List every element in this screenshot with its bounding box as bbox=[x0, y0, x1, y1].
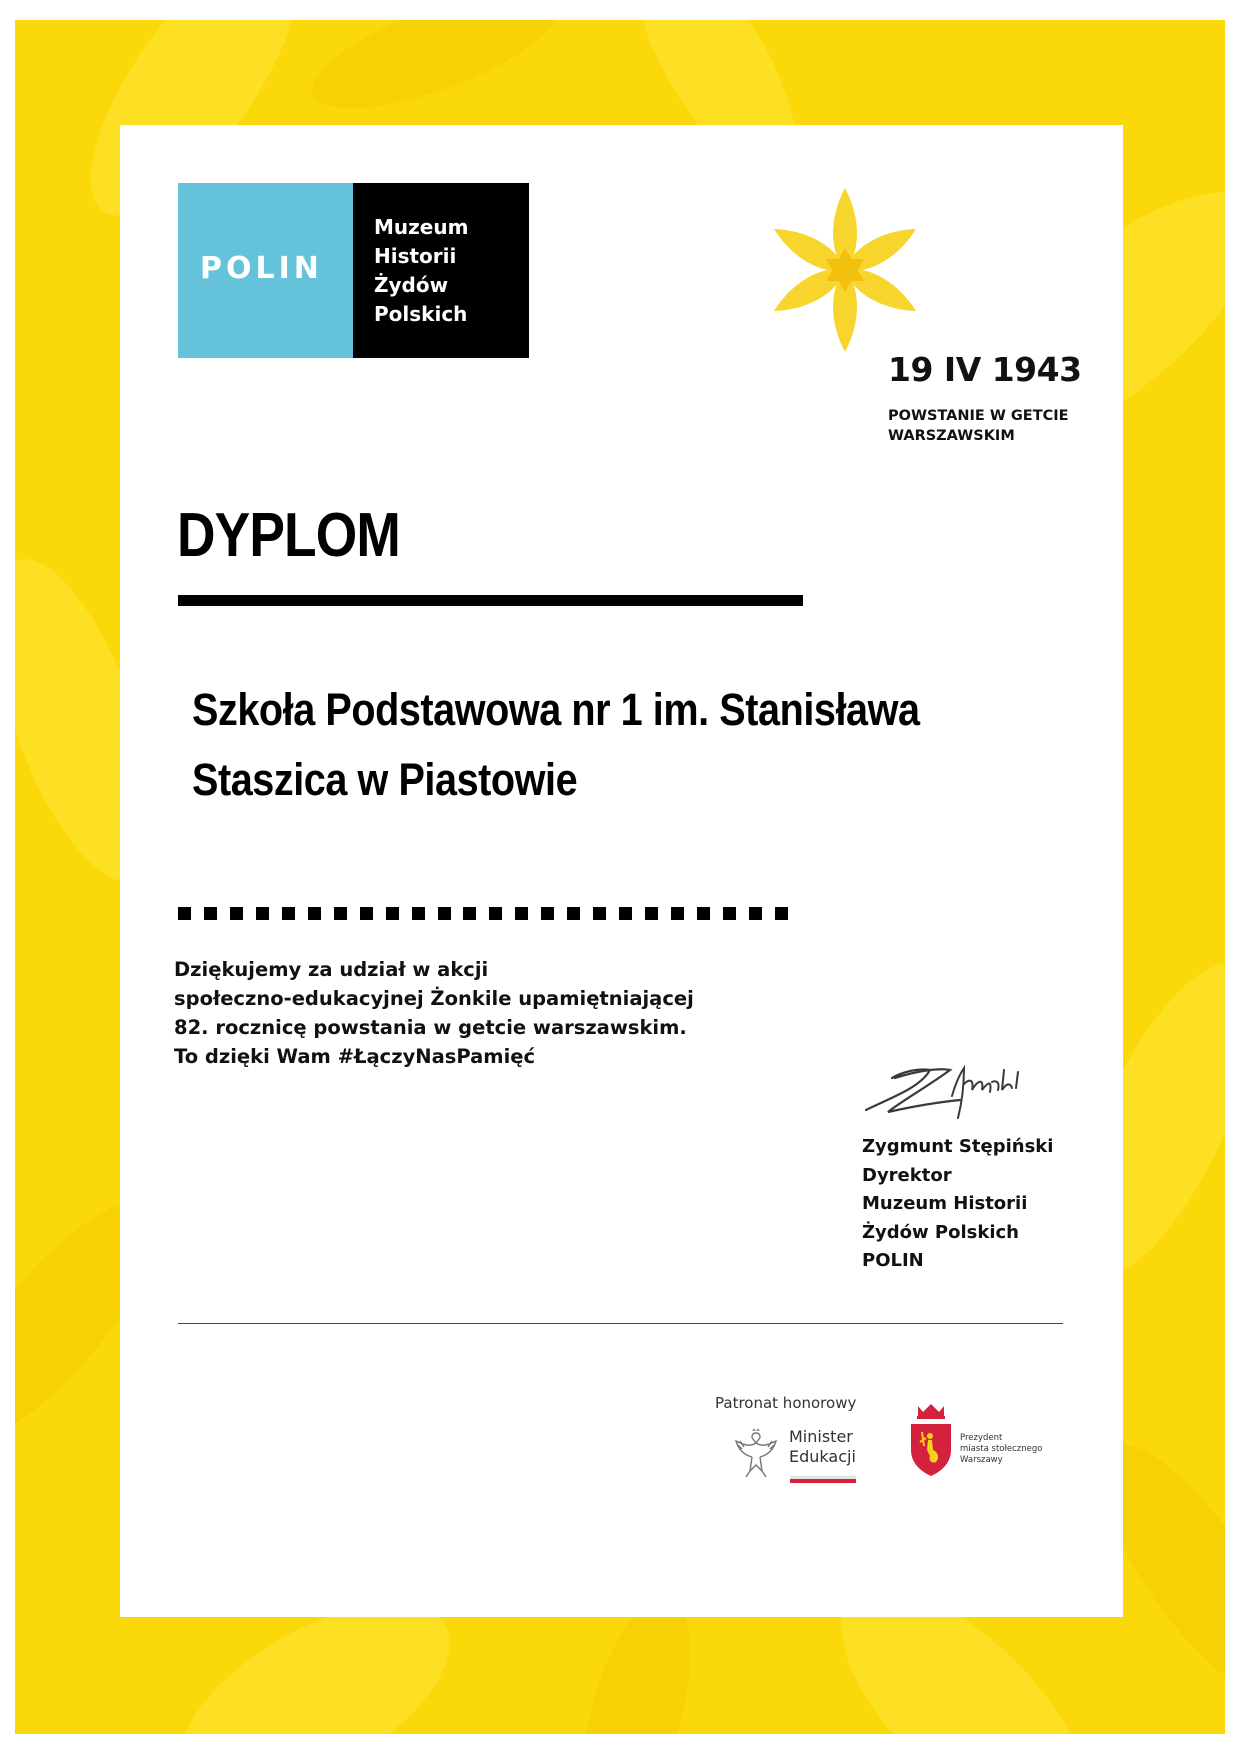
signer-line: Muzeum Historii bbox=[862, 1193, 1028, 1214]
polin-logo-blue-block bbox=[178, 183, 353, 358]
logo-line: Żydów bbox=[374, 273, 449, 297]
signer-block bbox=[862, 1133, 1053, 1276]
message-line: społeczno-edukacyjnej Żonkile upamiętniającej bbox=[174, 987, 694, 1010]
polin-logo bbox=[178, 183, 529, 358]
president-line: Prezydent bbox=[960, 1433, 1003, 1443]
signer-line: POLIN bbox=[862, 1250, 924, 1271]
president-line: Warszawy bbox=[960, 1455, 1003, 1465]
polin-logo-text-block bbox=[353, 183, 529, 358]
minister-line: Edukacji bbox=[789, 1447, 856, 1466]
signer-line: Dyrektor bbox=[862, 1164, 952, 1186]
message-line: To dzięki Wam #ŁączyNasPamięć bbox=[174, 1045, 536, 1068]
polin-wordmark: POLIN bbox=[200, 251, 323, 286]
minister-line: Minister bbox=[789, 1427, 853, 1446]
footer-divider bbox=[178, 1323, 1063, 1324]
diploma-title: DYPLOM bbox=[177, 501, 400, 570]
minister-of-education-label bbox=[789, 1427, 856, 1467]
patronage-label: Patronat honorowy bbox=[715, 1394, 857, 1412]
thank-you-message bbox=[174, 955, 694, 1071]
daffodil-icon bbox=[760, 185, 930, 360]
signer-line: Żydów Polskich bbox=[862, 1221, 1019, 1243]
commemoration-caption bbox=[888, 406, 1069, 446]
message-line: Dziękujemy za udział w akcji bbox=[174, 958, 489, 981]
polish-flag-stripe bbox=[790, 1476, 856, 1483]
handwritten-signature bbox=[860, 1040, 1040, 1125]
recipient-line: Staszica w Piastowie bbox=[192, 754, 578, 805]
title-underline bbox=[178, 595, 803, 606]
caption-line: POWSTANIE W GETCIE bbox=[888, 408, 1069, 424]
message-line: 82. rocznicę powstania w getcie warszawskim. bbox=[174, 1016, 687, 1039]
dotted-separator bbox=[178, 907, 788, 920]
warsaw-coat-of-arms-icon bbox=[908, 1402, 954, 1478]
recipient-line: Szkoła Podstawowa nr 1 im. Stanisława bbox=[192, 684, 920, 735]
recipient-name bbox=[192, 675, 984, 815]
logo-line: Muzeum bbox=[374, 215, 469, 239]
signer-line: Zygmunt Stępiński bbox=[862, 1136, 1054, 1157]
commemoration-date: 19 IV 1943 bbox=[888, 350, 1082, 389]
president-line: miasta stołecznego bbox=[960, 1444, 1043, 1454]
logo-line: Historii bbox=[374, 244, 457, 268]
logo-line: Polskich bbox=[374, 302, 468, 326]
caption-line: WARSZAWSKIM bbox=[888, 428, 1015, 444]
polish-eagle-icon bbox=[728, 1425, 784, 1481]
president-of-warsaw-label bbox=[960, 1433, 1042, 1466]
